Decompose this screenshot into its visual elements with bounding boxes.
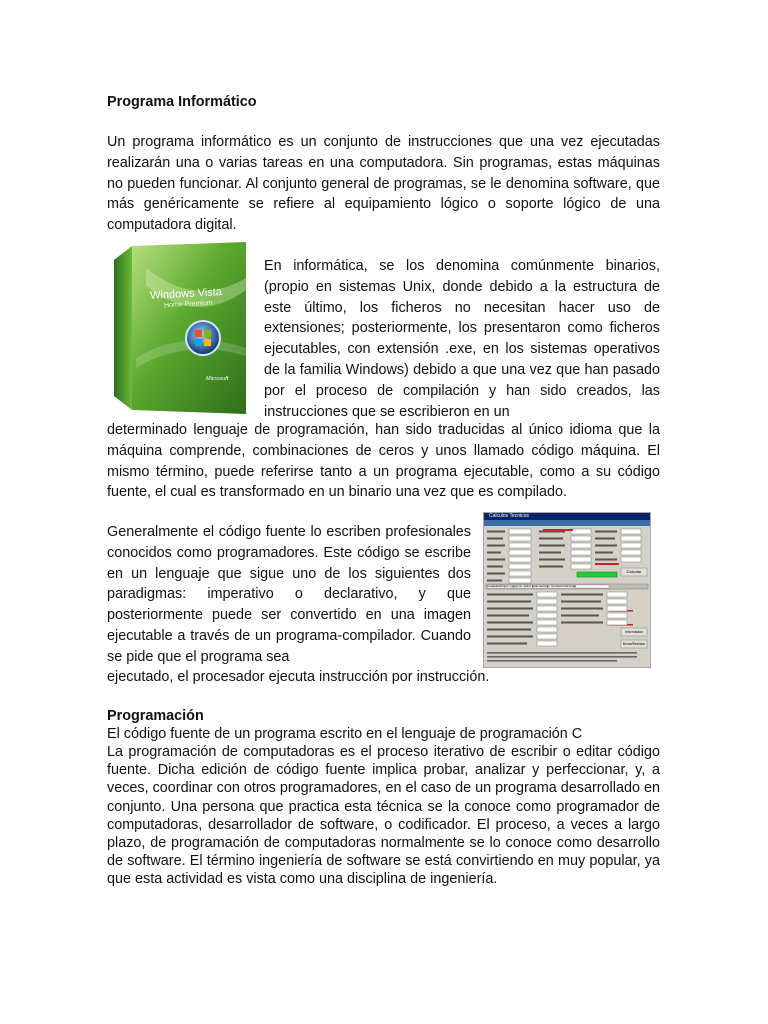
binaries-paragraph-wrapped: En informática, se los denomina comúnmente binarios, (propio en sistemas Unix, donde debido a la estructura de este último, los ficheros no necesitan hacer uso de extensiones; posteriormente, los presentaron como ficheros ejecutables, con extensión .exe, en los sistemas operativos de la familia Windows) debido a que una vez que han pasado por el proceso de compilación y han sido creados, las instrucciones que se escribieron en un bbox=[264, 258, 660, 420]
calculator-window-screenshot bbox=[483, 512, 651, 668]
programming-paragraph: La programación de computadoras es el proceso iterativo de escribir o editar código fuente. Dicha edición de código fuente implica probar, analizar y perfeccionar, y, a veces, coordinar con otros programadores, en el caso de un programa desarrollado en conjunto. Una persona que practica esta técnica se la conoce como programador de computadoras, desarrollador de software, o codificador. El proceso, a veces a largo plazo, de programación de computadoras normalmente se lo conoce como desarrollo de software. El término ingeniería de software se está convirtiendo en muy popular, ya que esta actividad es vista como una disciplina de ingeniería. bbox=[107, 744, 660, 888]
box-publisher-label: Microsoft bbox=[206, 376, 229, 382]
calculator-tab: Calentadores bbox=[531, 584, 550, 588]
software-box-illustration bbox=[106, 238, 256, 416]
reset-button: Borrar/Reiniciar bbox=[622, 642, 646, 646]
calculator-tab: Ventilacion/Extracc bbox=[550, 584, 577, 588]
section-heading-programacion: Programación bbox=[107, 708, 204, 724]
binaries-paragraph-continued: determinado lenguaje de programación, han sido traducidas al único idioma que la máquina comprende, combinaciones de ceros y unos llamado código máquina. El mismo término, puede referirse tanto a un programa ejecutable, como a su código fuente, el cual es transformado en un binario una vez que es compilado. bbox=[107, 422, 660, 501]
calculator-tab-bar bbox=[483, 584, 617, 589]
intro-paragraph: Un programa informático es un conjunto de instrucciones que una vez ejecutadas realizarán una o varias tareas en una computadora. Sin programas, estas máquinas no pueden funcionar. Al conjunto general de programas, se le denomina software, que más genéricamente se refiere al equipamiento lógico o soporte lógico de una computadora digital. bbox=[107, 134, 660, 234]
windows-vista-box-image bbox=[106, 238, 256, 416]
calculator-tab: Consumo bbox=[509, 584, 523, 588]
calculator-window-title: Calculos Tecnicos bbox=[489, 513, 529, 519]
page-title: Programa Informático bbox=[107, 94, 257, 110]
source-code-paragraph-continued: ejecutado, el procesador ejecuta instrucción por instrucción. bbox=[107, 669, 490, 685]
source-code-paragraph-wrapped: Generalmente el código fuente lo escriben profesionales conocidos como programadores. Este código se escribe en un lenguaje que sigue uno de los siguientes dos paradigmas: imperativo o declarativo, y que posteriormente puede ser convertido en una imagen ejecutable a través de un programa-compilador. Cuando se pide que el programa sea bbox=[107, 524, 471, 665]
calculate-button: Calcular bbox=[626, 569, 642, 574]
info-button: Informacion bbox=[624, 630, 644, 634]
c-source-caption: El código fuente de un programa escrito en el lenguaje de programación C bbox=[107, 726, 583, 742]
calculator-tab: Caudales/Flujos bbox=[487, 584, 509, 588]
calculator-tab: Aislar bbox=[523, 584, 531, 588]
box-brand-edition: Home Premium bbox=[163, 299, 213, 310]
box-brand-title: Windows Vista bbox=[149, 286, 223, 302]
